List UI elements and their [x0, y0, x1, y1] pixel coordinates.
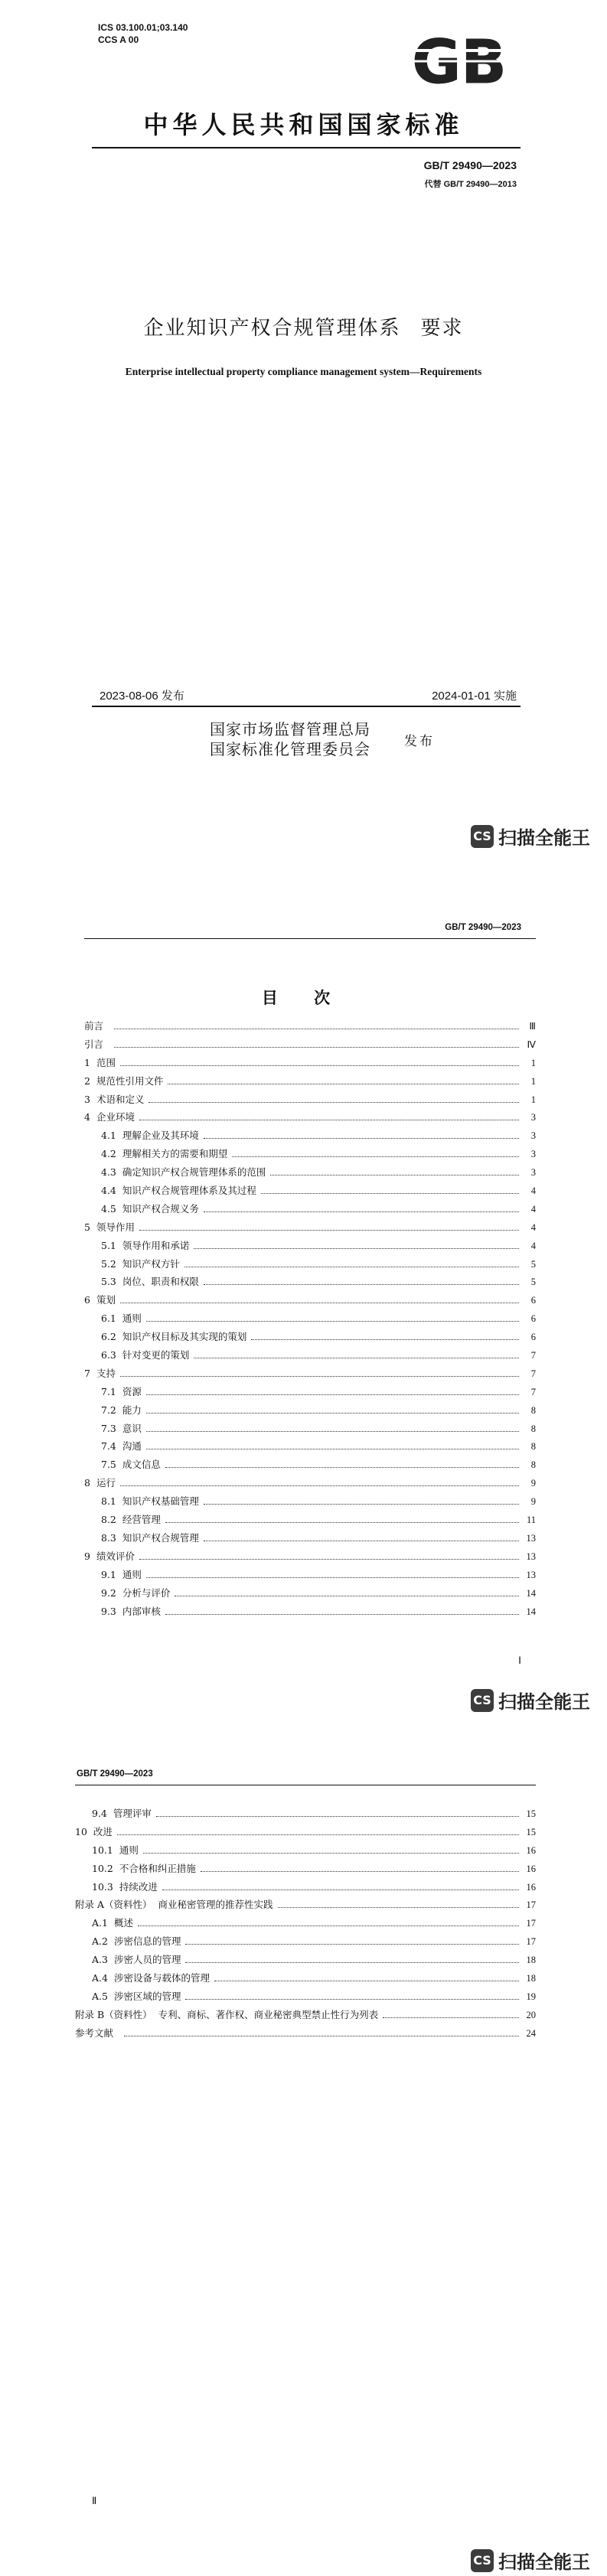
toc-entry-page: 7	[530, 1386, 536, 1397]
toc-entry-number: 9	[84, 1550, 90, 1562]
toc-entry-title: 成文信息	[122, 1459, 161, 1471]
toc-entry-page: 17	[526, 1936, 536, 1948]
camscanner-icon: CS	[471, 1689, 494, 1712]
toc-entry-page: 5	[530, 1277, 536, 1288]
toc-entry-number: 5	[84, 1221, 90, 1233]
toc-entry-title: 涉密人员的管理	[113, 1954, 181, 1966]
toc-entry-title: 运行	[96, 1477, 116, 1489]
toc-entry[interactable]	[84, 1329, 536, 1348]
toc-entry-title: 涉密设备与载体的管理	[113, 1972, 210, 1984]
toc-entry-title: 分析与评价	[122, 1586, 171, 1599]
toc-entry[interactable]	[75, 1916, 536, 1934]
toc-entry-number: 7.5	[101, 1459, 116, 1471]
toc-entry-number: 引言	[84, 1038, 104, 1050]
toc-entry[interactable]	[84, 1475, 536, 1494]
toc-entry-page: Ⅲ	[529, 1021, 536, 1032]
toc-entry[interactable]	[84, 1586, 536, 1604]
toc-leader-dots	[146, 1431, 519, 1432]
toc-entry-page: 3	[530, 1167, 536, 1179]
issuer-sac: 国家标准化管理委员会	[210, 740, 370, 758]
scanner-watermark	[471, 1687, 590, 1714]
toc-entry-number: 前言	[84, 1020, 104, 1032]
toc-leader-dots	[146, 1413, 519, 1414]
toc-entry[interactable]	[84, 1384, 536, 1403]
toc-leader-dots	[185, 1999, 519, 2000]
toc-leader-dots	[148, 1102, 519, 1103]
toc-entry-page: 14	[526, 1587, 536, 1599]
toc-entry-title: 企业环境	[96, 1111, 135, 1123]
toc-entry-number: 7.1	[101, 1385, 116, 1397]
toc-entry-number: 7.2	[101, 1404, 116, 1416]
toc-entry-title: 通则	[122, 1312, 142, 1325]
toc-entry-number: 8.1	[101, 1495, 116, 1508]
toc-entry-page: 6	[530, 1332, 536, 1343]
toc-entry-title: 内部审核	[122, 1605, 161, 1617]
toc-entry-number: 5.1	[101, 1239, 116, 1251]
toc-entry-page: 9	[530, 1496, 536, 1508]
toc-entry-title: 涉密区域的管理	[113, 1990, 181, 2002]
toc-entry-title: 确定知识产权合规管理体系的范围	[122, 1166, 266, 1179]
toc-entry[interactable]	[75, 1843, 536, 1861]
toc-entry-title: 岗位、职责和权限	[122, 1276, 199, 1288]
document-title-english: Enterprise intellectual property compliance management system—Requirements	[125, 366, 482, 377]
toc-entry-title: 绩效评价	[96, 1550, 135, 1562]
toc-leader-dots	[165, 1614, 519, 1615]
toc-entry-page: 1	[530, 1075, 536, 1087]
toc-leader-dots	[278, 1907, 519, 1908]
toc-entry-title: 针对变更的策划	[122, 1349, 190, 1361]
toc-entry[interactable]	[84, 1403, 536, 1421]
toc-entry-title: 经营管理	[122, 1514, 161, 1526]
document-title-suffix: 要求	[420, 317, 464, 340]
toc-entry-number: 9.4	[92, 1808, 107, 1819]
toc-entry[interactable]	[84, 1549, 536, 1567]
toc-entry-number: 9.1	[101, 1568, 116, 1580]
toc-entry-title: 知识产权合规管理	[122, 1531, 199, 1544]
toc-entry[interactable]	[84, 1293, 536, 1311]
toc-entry-title: 管理评审	[113, 1808, 152, 1819]
toc-entry-page: 4	[530, 1185, 536, 1197]
toc-entry[interactable]	[75, 2026, 536, 2044]
toc-leader-dots	[146, 1321, 519, 1322]
toc-leader-dots	[139, 1230, 519, 1231]
toc-leader-dots	[117, 1834, 519, 1835]
document-title	[0, 312, 607, 341]
toc-entry-number: 6.3	[101, 1349, 116, 1361]
toc-entry-page: 16	[526, 1881, 536, 1893]
header-rule	[84, 938, 536, 939]
toc-leader-dots	[185, 1962, 519, 1963]
toc-entry[interactable]	[84, 1257, 536, 1275]
toc-entry-page: 13	[526, 1550, 536, 1562]
toc-entry-page: 6	[530, 1295, 536, 1306]
issue-label: 发布	[404, 734, 435, 749]
document-title-main: 企业知识产权合规管理体系	[143, 317, 401, 340]
toc-entry-title: 范围	[96, 1056, 116, 1068]
toc-leader-dots	[146, 1577, 519, 1578]
toc-entry-page: 17	[526, 1899, 536, 1911]
footer-rule	[92, 706, 521, 707]
issuing-authorities	[210, 719, 370, 759]
toc-entry[interactable]	[84, 1604, 536, 1622]
toc-entry[interactable]	[84, 1220, 536, 1238]
toc-entry[interactable]	[84, 1092, 536, 1110]
toc-entry-title: 理解相关方的需要和期望	[122, 1148, 228, 1160]
toc-entry-title: 支持	[96, 1367, 116, 1379]
classification-codes	[98, 21, 188, 46]
toc-leader-dots	[165, 1467, 519, 1468]
toc-entry-page: 18	[526, 1955, 536, 1966]
toc-entry-page: 19	[526, 1991, 536, 2002]
toc-entry[interactable]	[75, 1861, 536, 1880]
toc-title: 目 次	[261, 988, 346, 1007]
page-folio: Ⅱ	[92, 2495, 97, 2506]
toc-leader-dots	[156, 1816, 519, 1817]
toc-entry-title: 领导作用	[96, 1221, 135, 1233]
toc-entry-title: 概述	[113, 1917, 133, 1929]
toc-entry-title: 意识	[122, 1422, 142, 1434]
toc-entry-title: 策划	[96, 1294, 116, 1306]
toc-entry-number: 9.2	[101, 1586, 116, 1599]
toc-leader-dots	[270, 1175, 519, 1176]
toc-entry[interactable]	[84, 1128, 536, 1146]
replaces-standard: 代替 GB/T 29490—2013	[424, 180, 517, 189]
toc-entry-number: A.3	[92, 1954, 108, 1966]
toc-entry-page: 8	[530, 1441, 536, 1453]
toc-entry-title: 知识产权基础管理	[122, 1495, 199, 1508]
toc-entry-page: 5	[530, 1258, 536, 1270]
toc-leader-dots	[138, 1925, 519, 1926]
toc-leader-dots	[204, 1138, 519, 1139]
toc-entry-page: 4	[530, 1221, 536, 1233]
toc-entry-page: 8	[530, 1423, 536, 1434]
toc-entry-title: 通则	[122, 1568, 142, 1580]
toc-entry-page: 4	[530, 1240, 536, 1251]
toc-entry-title: 沟通	[122, 1440, 142, 1453]
gb-logo-text: GB	[412, 31, 507, 92]
toc-entry-number: 7.4	[101, 1440, 116, 1453]
publish-date: 2023-08-06 发布	[100, 690, 184, 703]
toc-entry[interactable]	[84, 1183, 536, 1202]
watermark-label: 扫描全能王	[498, 1691, 590, 1713]
toc-entry-page: 7	[530, 1368, 536, 1379]
toc-entry-number: 2	[84, 1074, 90, 1087]
toc-entry-number: 10.2	[92, 1862, 113, 1874]
toc-entry-number: 9.3	[101, 1605, 116, 1617]
national-standard-title: 中华人民共和国国家标准	[143, 110, 464, 139]
toc-entry[interactable]	[84, 1311, 536, 1329]
toc-entry-number: 4.3	[101, 1166, 116, 1179]
toc-entry-page: 15	[526, 1826, 536, 1837]
toc-leader-dots	[204, 1284, 519, 1285]
standard-number: GB/T 29490—2023	[423, 159, 517, 171]
scanner-watermark	[471, 823, 590, 849]
toc-entry-page: 1	[530, 1094, 536, 1105]
toc-entry-title: 术语和定义	[96, 1093, 145, 1105]
toc-entry-number: 附录 A（资料性）	[75, 1899, 152, 1911]
toc-leader-dots	[251, 1339, 519, 1340]
toc-entry[interactable]	[75, 2007, 536, 2026]
toc-entry-number: 4.2	[101, 1148, 116, 1160]
toc-entry-title: 改进	[93, 1825, 113, 1837]
toc-entry[interactable]	[84, 1348, 536, 1366]
toc-entry-page: 24	[526, 2027, 536, 2039]
toc-leader-dots	[185, 1944, 519, 1945]
toc-entry-page: 16	[526, 1863, 536, 1874]
camscanner-icon: CS	[471, 2549, 494, 2572]
toc-entry[interactable]	[84, 1019, 536, 1037]
toc-leader-dots	[120, 1485, 519, 1486]
toc-entry-number: 8	[84, 1477, 90, 1489]
toc-entry-title: 理解企业及其环境	[122, 1130, 199, 1142]
toc-entry[interactable]	[75, 1989, 536, 2007]
toc-entry[interactable]	[84, 1074, 536, 1092]
toc-entry[interactable]	[84, 1531, 536, 1549]
toc-entry-page: 3	[530, 1112, 536, 1123]
toc-entry-title: 知识产权方针	[122, 1257, 180, 1270]
toc-leader-dots	[120, 1065, 519, 1066]
toc-leader-dots	[114, 1047, 519, 1048]
toc-entry[interactable]	[84, 1366, 536, 1384]
toc-entry-title: 专利、商标、著作权、商业秘密典型禁止性行为列表	[158, 2008, 379, 2020]
toc-leader-dots	[120, 1376, 519, 1377]
toc-entry[interactable]	[84, 1238, 536, 1257]
toc-entry[interactable]	[84, 1421, 536, 1440]
toc-entry[interactable]	[75, 1806, 536, 1824]
toc-entry-number: 8.2	[101, 1514, 116, 1526]
toc-entry-title: 持续改进	[119, 1880, 158, 1893]
toc-entry-title: 通则	[119, 1844, 139, 1856]
issuer-samr: 国家市场监督管理总局	[210, 720, 370, 739]
toc-entry[interactable]	[84, 1037, 536, 1055]
toc-leader-dots	[165, 1522, 519, 1523]
toc-leader-dots	[261, 1193, 519, 1194]
toc-entry-title: 领导作用和承诺	[122, 1239, 190, 1251]
toc-entry[interactable]	[84, 1110, 536, 1128]
toc-entry-page: 11	[526, 1515, 536, 1526]
toc-entry-page: 3	[530, 1149, 536, 1160]
toc-entry-number: 4.5	[101, 1202, 116, 1215]
toc-entry[interactable]	[84, 1165, 536, 1183]
toc-leader-dots	[139, 1559, 519, 1560]
toc-list	[75, 1806, 536, 2044]
toc-entry-number: 3	[84, 1093, 90, 1105]
toc-entry-title: 知识产权合规管理体系及其过程	[122, 1185, 256, 1197]
toc-leader-dots	[194, 1248, 519, 1249]
watermark-label: 扫描全能王	[498, 2552, 590, 2573]
ics-code: ICS 03.100.01;03.140	[98, 22, 188, 33]
toc-leader-dots	[204, 1504, 519, 1505]
toc-entry-title: 商业秘密管理的推荐性实践	[158, 1899, 273, 1911]
toc-entry-number: 4.1	[101, 1130, 116, 1142]
toc-entry-page: 15	[526, 1808, 536, 1819]
toc-entry-title: 涉密信息的管理	[113, 1935, 181, 1948]
toc-entry-number: 附录 B（资料性）	[75, 2008, 152, 2020]
toc-entry[interactable]	[84, 1439, 536, 1457]
toc-entry-page: 4	[530, 1203, 536, 1215]
toc-entry-number: 7.3	[101, 1422, 116, 1434]
header-rule	[92, 147, 521, 148]
toc-list	[84, 1019, 536, 1622]
toc-entry[interactable]	[75, 1897, 536, 1916]
toc-entry[interactable]	[75, 1971, 536, 1989]
toc-entry-page: 8	[530, 1459, 536, 1471]
gb-logo-icon	[410, 31, 509, 92]
implement-date: 2024-01-01 实施	[432, 690, 517, 703]
toc-entry-page: 17	[526, 1918, 536, 1929]
toc-entry-number: 4.4	[101, 1185, 116, 1197]
toc-entry-title: 能力	[122, 1404, 142, 1416]
toc-leader-dots	[383, 2017, 519, 2018]
toc-entry-number: 6.2	[101, 1331, 116, 1343]
toc-entry-number: A.1	[92, 1917, 108, 1929]
toc-entry-number: 7	[84, 1367, 90, 1379]
toc-entry-number: A.4	[92, 1972, 108, 1984]
toc-entry-title: 资源	[122, 1385, 142, 1397]
toc-entry-number: 5.3	[101, 1276, 116, 1288]
toc-leader-dots	[201, 1871, 519, 1872]
toc-entry-page: 6	[530, 1313, 536, 1325]
toc-entry-page: 7	[530, 1350, 536, 1361]
toc-entry-number: A.2	[92, 1935, 108, 1948]
toc-entry-page: 8	[530, 1404, 536, 1416]
toc-entry-page: Ⅳ	[527, 1039, 536, 1050]
toc-entry-number: 10.3	[92, 1880, 113, 1893]
toc-leader-dots	[204, 1211, 519, 1212]
toc-entry-title: 知识产权合规义务	[122, 1202, 199, 1215]
toc-entry-title: 知识产权目标及其实现的策划	[122, 1331, 247, 1343]
watermark-label: 扫描全能王	[498, 827, 590, 849]
page-folio: Ⅰ	[518, 1655, 521, 1666]
toc-entry[interactable]	[84, 1457, 536, 1475]
toc-leader-dots	[232, 1156, 519, 1157]
toc-entry-number: 1	[84, 1056, 90, 1068]
toc-entry-number: A.5	[92, 1990, 108, 2002]
toc-entry-number: 5.2	[101, 1257, 116, 1270]
toc-entry-page: 9	[530, 1478, 536, 1489]
toc-entry-number: 8.3	[101, 1531, 116, 1544]
running-header: GB/T 29490—2023	[77, 1769, 153, 1779]
toc-leader-dots	[146, 1394, 519, 1395]
toc-entry[interactable]	[84, 1494, 536, 1512]
toc-entry-number: 参考文献	[75, 2027, 114, 2039]
cover-page	[0, 0, 607, 851]
toc-entry-number: 10	[75, 1825, 87, 1837]
toc-entry-number: 6.1	[101, 1312, 116, 1325]
toc-entry-page: 14	[526, 1606, 536, 1617]
toc-entry-page: 1	[530, 1057, 536, 1068]
toc-entry[interactable]	[75, 1952, 536, 1971]
toc-entry[interactable]	[84, 1512, 536, 1531]
toc-entry[interactable]	[84, 1202, 536, 1220]
toc-entry[interactable]	[84, 1274, 536, 1293]
ccs-code: CCS A 00	[98, 34, 139, 45]
toc-entry-number: 4	[84, 1111, 90, 1123]
toc-entry-page: 16	[526, 1844, 536, 1856]
toc-entry[interactable]	[75, 1824, 536, 1843]
toc-entry[interactable]	[75, 1880, 536, 1898]
toc-entry[interactable]	[84, 1146, 536, 1165]
scanner-watermark	[471, 2547, 590, 2574]
camscanner-icon: CS	[471, 825, 494, 848]
toc-entry-page: 13	[526, 1569, 536, 1580]
toc-entry-number: 10.1	[92, 1844, 113, 1856]
toc-entry-page: 3	[530, 1130, 536, 1142]
toc-page-2	[0, 1722, 607, 2576]
toc-entry-page: 20	[526, 2009, 536, 2020]
toc-entry[interactable]	[75, 1934, 536, 1952]
toc-entry[interactable]	[84, 1055, 536, 1074]
toc-entry-page: 18	[526, 1973, 536, 1984]
toc-entry-title: 不合格和纠正措施	[119, 1862, 196, 1874]
toc-entry-page: 13	[526, 1532, 536, 1544]
toc-entry[interactable]	[84, 1567, 536, 1586]
toc-entry-number: 6	[84, 1294, 90, 1306]
toc-entry-title: 规范性引用文件	[96, 1074, 164, 1087]
running-header: GB/T 29490—2023	[445, 923, 521, 932]
toc-leader-dots	[143, 1853, 519, 1854]
